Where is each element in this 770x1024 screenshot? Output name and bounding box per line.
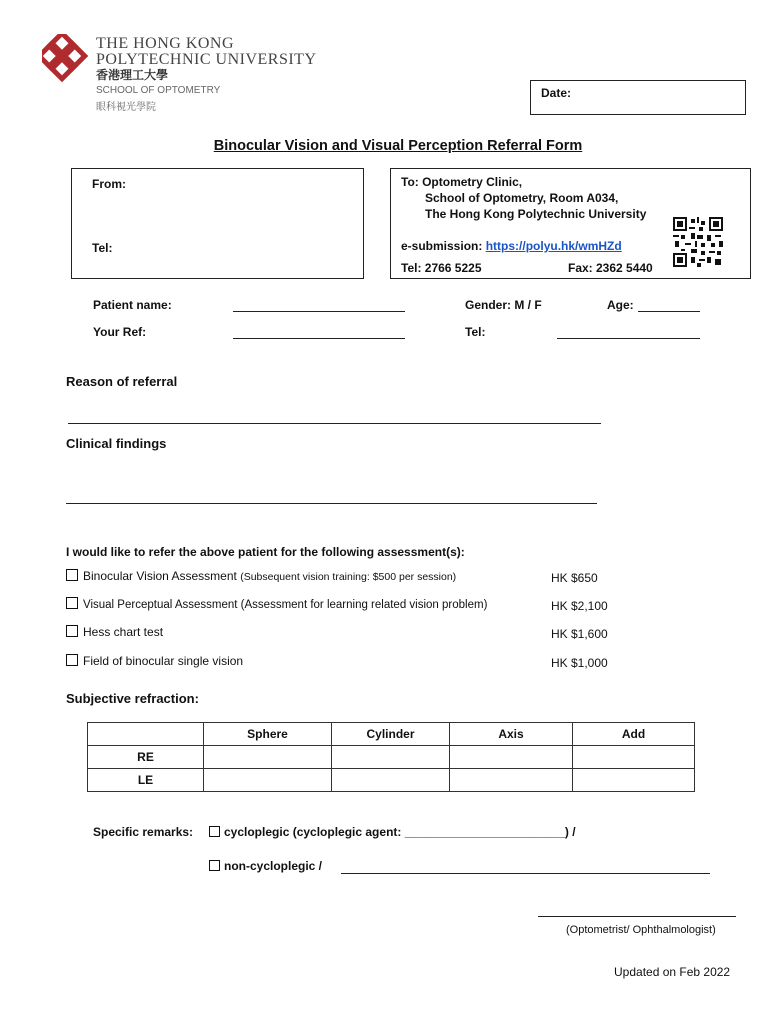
table-header-cell [88,723,204,746]
date-label: Date: [541,86,572,100]
clinic-fax: Fax: 2362 5440 [568,261,653,275]
assessment-label: Hess chart test [83,625,164,639]
le-add-cell[interactable] [573,769,695,792]
assessment-label: Visual Perceptual Assessment (Assessment for learning related vision problem) [83,599,488,611]
your-ref-label: Your Ref: [93,325,147,339]
assessment-label: Field of binocular single vision [83,654,244,668]
table-row [88,746,695,769]
le-axis-cell[interactable] [450,769,573,792]
assessment-item[interactable] [66,625,163,639]
checkbox-icon[interactable] [66,654,78,666]
re-cylinder-cell[interactable] [332,746,450,769]
to-line2: School of Optometry, Room A034, [425,191,619,205]
table-header-row [88,723,695,746]
row-label: RE [88,746,204,769]
non-cycloplegic-option[interactable] [209,859,322,873]
school-name-en: SCHOOL OF OPTOMETRY [96,85,221,96]
refraction-table [87,722,695,792]
non-cycloplegic-field[interactable] [341,873,710,874]
date-box[interactable] [530,80,746,115]
checkbox-icon[interactable] [66,625,78,637]
gender-label: Gender: M / F [465,298,542,312]
reason-field[interactable] [68,423,601,424]
assessment-item[interactable] [66,654,243,668]
specific-remarks-label: Specific remarks: [93,825,194,839]
checkbox-icon[interactable] [209,826,220,837]
from-label: From: [92,177,126,191]
clinic-tel: Tel: 2766 5225 [401,261,482,275]
checkbox-icon[interactable] [209,860,220,871]
signature-line[interactable] [538,916,736,917]
assessment-note: (Subsequent vision training: $500 per session) [240,571,457,583]
esubmission-label: e-submission: [401,239,483,253]
re-axis-cell[interactable] [450,746,573,769]
table-row [88,769,695,792]
cycloplegic-option[interactable] [209,825,576,839]
university-name-line2: POLYTECHNIC UNIVERSITY [96,51,317,68]
polyu-logo-icon [42,34,92,84]
re-add-cell[interactable] [573,746,695,769]
to-line3: The Hong Kong Polytechnic University [425,207,647,221]
patient-name-field[interactable] [233,311,405,312]
assessment-price: HK $1,600 [551,627,608,641]
row-label: LE [88,769,204,792]
le-cylinder-cell[interactable] [332,769,450,792]
from-box[interactable] [71,168,364,279]
age-field[interactable] [638,311,700,312]
assessment-price: HK $1,000 [551,656,608,670]
from-tel-label: Tel: [92,241,113,255]
assessment-item[interactable] [66,569,456,583]
refer-intro: I would like to refer the above patient for the following assessment(s): [66,545,465,559]
table-header-cell: Add [573,723,695,746]
updated-date: Updated on Feb 2022 [614,965,731,979]
patient-tel-label: Tel: [465,325,486,339]
assessment-label: Binocular Vision Assessment [83,569,237,583]
your-ref-field[interactable] [233,338,405,339]
cycloplegic-label: cycloplegic (cycloplegic agent: ________________________) / [224,825,576,839]
le-sphere-cell[interactable] [204,769,332,792]
reason-heading: Reason of referral [66,374,178,389]
signature-caption: (Optometrist/ Ophthalmologist) [566,924,716,936]
school-name-zh: 眼科視光學院 [96,102,156,113]
table-header-cell: Axis [450,723,573,746]
non-cycloplegic-label: non-cycloplegic / [224,859,323,873]
table-header-cell: Cylinder [332,723,450,746]
clinical-findings-field[interactable] [66,503,597,504]
checkbox-icon[interactable] [66,597,78,609]
to-box [390,168,751,279]
subjective-refraction-heading: Subjective refraction: [66,691,199,706]
qr-code-icon [673,217,723,267]
patient-tel-field[interactable] [557,338,700,339]
checkbox-icon[interactable] [66,569,78,581]
assessment-item[interactable] [66,597,487,611]
esubmission-row [401,239,622,253]
age-label: Age: [607,298,634,312]
form-title: Binocular Vision and Visual Perception Referral Form [213,138,583,154]
clinical-findings-heading: Clinical findings [66,436,167,451]
assessment-price: HK $2,100 [551,599,608,613]
assessment-price: HK $650 [551,571,598,585]
university-name-zh: 香港理工大學 [96,68,169,82]
to-line1: To: Optometry Clinic, [401,175,523,189]
esubmission-link[interactable]: https://polyu.hk/wmHZd [485,239,622,253]
re-sphere-cell[interactable] [204,746,332,769]
patient-name-label: Patient name: [93,298,172,312]
table-header-cell: Sphere [204,723,332,746]
university-name-line1: THE HONG KONG [96,35,235,52]
